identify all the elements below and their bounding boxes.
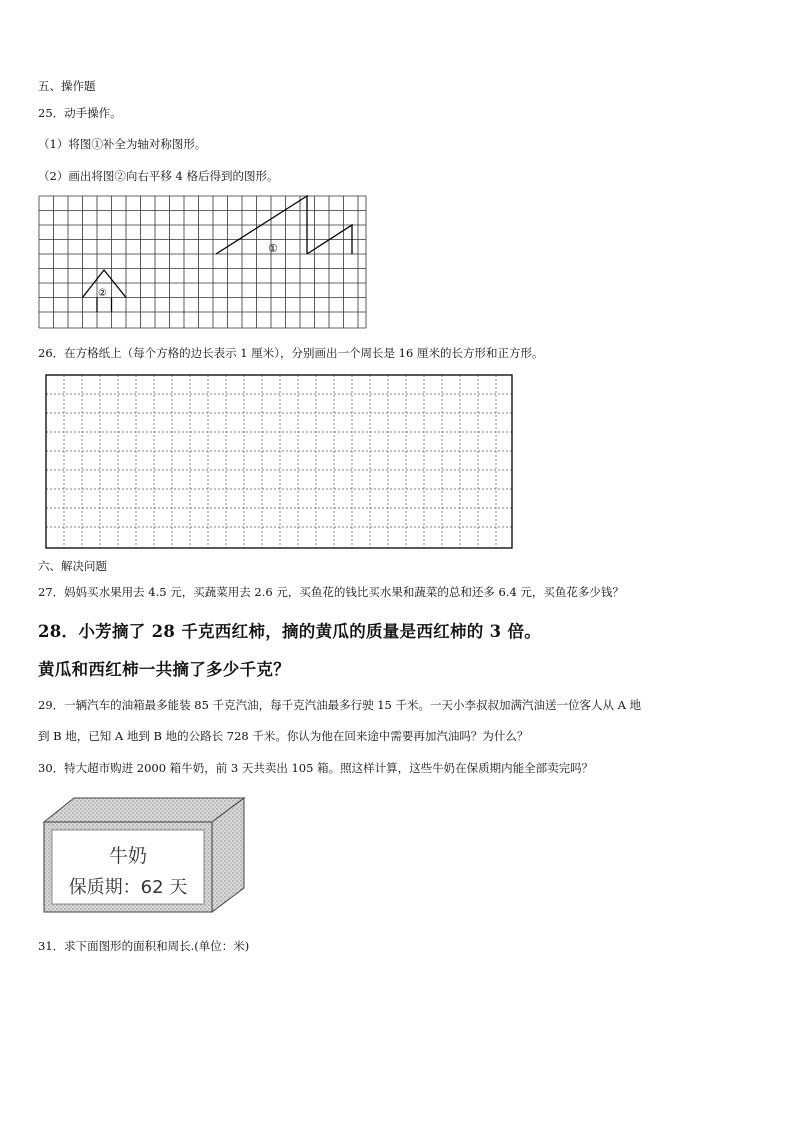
milk-box-top — [44, 798, 244, 822]
question-27-text: 27．妈妈买水果用去 4.5 元，买蔬菜用去 2.6 元，买鱼花的钱比买水果和蔬菜的总和还多 6.4 元，买鱼花多少钱？ — [38, 585, 624, 599]
milk-box-illustration — [40, 796, 250, 916]
section-heading-5: 五、操作题 — [38, 79, 96, 93]
milk-box-name: 牛奶 — [108, 845, 148, 867]
milk-box-shelf-life: 保质期：62 天 — [68, 877, 188, 898]
question-28-line-2: 黄瓜和西红柿一共摘了多少千克？ — [38, 660, 290, 679]
q26-grid-paper — [44, 373, 514, 550]
figure-1-label: ① — [268, 242, 278, 255]
question-25-part-1: （1）将图①补全为轴对称图形。 — [38, 137, 207, 151]
figure-2-label: ② — [98, 288, 107, 299]
question-29-line-1: 29．一辆汽车的油箱最多能装 85 千克汽油，每千克汽油最多行驶 15 千米。一天小李叔叔加满汽油送一位客人从 A 地 — [38, 698, 642, 712]
q25-grid-figure — [36, 194, 368, 330]
question-28-line-1: 28．小芳摘了 28 千克西红柿，摘的黄瓜的质量是西红柿的 3 倍。 — [38, 622, 542, 641]
question-25-title: 25．动手操作。 — [38, 106, 122, 120]
section-heading-6: 六、解决问题 — [38, 559, 107, 573]
q26-dashed-grid-lines — [46, 375, 512, 548]
question-25-part-2: （2）画出将图②向右平移 4 格后得到的图形。 — [38, 169, 279, 183]
question-29-line-2: 到 B 地，已知 A 地到 B 地的公路长 728 千米。你认为他在回来途中需要再加汽油吗？为什么？ — [38, 729, 529, 743]
question-30-text: 30．特大超市购进 2000 箱牛奶，前 3 天共卖出 105 箱。照这样计算，这些牛奶在保质期内能全部卖完吗？ — [38, 761, 594, 775]
question-26-text: 26．在方格纸上（每个方格的边长表示 1 厘米），分别画出一个周长是 16 厘米的长方形和正方形。 — [38, 346, 544, 360]
q25-grid-lines — [39, 196, 366, 328]
question-31-text: 31．求下面图形的面积和周长.(单位：米) — [38, 939, 250, 953]
